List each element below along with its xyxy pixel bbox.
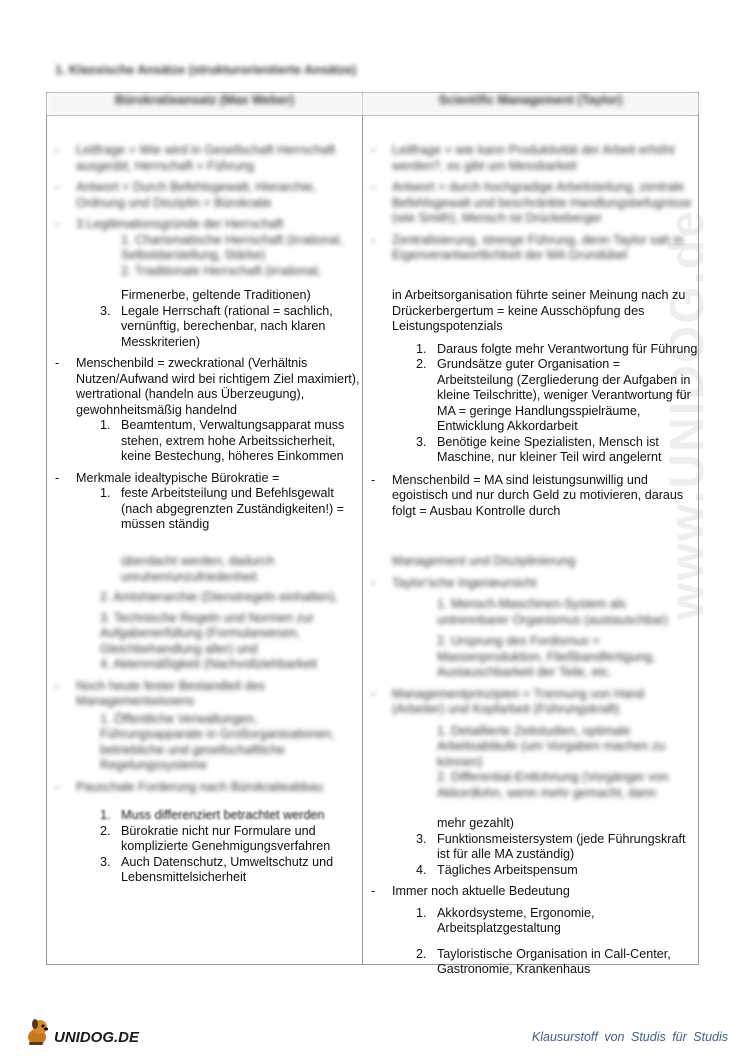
- list-item: 1. Akkordsysteme, Ergonomie, Arbeitsplatzgestaltung: [416, 905, 595, 935]
- footer-tagline: Klausurstoff von Studis für Studis: [531, 1030, 728, 1044]
- list-item: 2. Tayloristische Organisation in Call-Center, Gastronomie, Krankenhaus: [416, 946, 671, 976]
- list-item: Menschenbild = zweckrational (Verhältnis Nutzen/Aufwand wird bei richtigem Ziel maximiert), wertrational (handeln aus Überzeugung), gewohnheitsmäßig handelnd: [76, 356, 360, 417]
- watermark: www.UNIDOG.de: [661, 209, 714, 620]
- list-item: Menschenbild = MA sind leistungsunwillig und egoistisch und nur durch Geld zu motivieren, daraus folgt = Ausbau Kontrolle durch: [392, 472, 684, 518]
- list-item: 2. Bürokratie nicht nur Formulare und komplizierte Genehmigungsverfahren: [100, 823, 331, 853]
- list-item: 3. Legale Herrschaft (rational = sachlich, vernünftig, berechenbar, nach klaren Messkriterien): [100, 303, 333, 349]
- left-clear-section: Firmenerbe, geltende Traditionen) 3. Legale Herrschaft (rational = sachlich, vernünftig, berechenbar, nach klaren Messkriterien) - Menschenbild = zweckrational (Verhältnis Nutzen/Aufwand wird bei richtigem Ziel maximiert), wertrational (handeln aus Überzeugung), gewohnheitsmäßig handelnd 1. Beamtentum, Verwaltungsapparat muss stehen, extrem hohe Arbeitssicherheit, keine Bestechung, höheres Einkommen - Merkmale idealtypische Bürokratie = 1. feste Arbeitsteilung und Befehlsgewalt (nach abgegrenzten Zuständigkeiten!) = müssen ständig: [47, 288, 362, 533]
- unidog-logo: [24, 1015, 154, 1049]
- left-column: [47, 116, 363, 965]
- dog-icon: [24, 1015, 154, 1049]
- list-item: 1. Muss differenziert betrachtet werden: [100, 808, 325, 822]
- left-column-header: Bürokratieansatz (Max Weber): [47, 93, 363, 116]
- list-item: Merkmale idealtypische Bürokratie =: [76, 470, 280, 485]
- right-text-line: mehr gezahlt): [437, 816, 514, 830]
- right-text-line: in Arbeitsorganisation führte seiner Meinung nach zu Drückerbergertum = keine Ausschöpfung des Leistungspotenzials: [392, 288, 686, 333]
- list-item: 3. Funktionsmeistersystem (jede Führungskraft ist für alle MA zuständig): [416, 831, 686, 861]
- right-blurred-middle: Management und Disziplinierung - Taylor'sche Ingenieursicht 1. Mensch-Maschinen-System als untrennbarer Organismus (austauschbar) 2. Ursprung des Fordismus = Massenproduktion, Fließbandfertigung, Austauschbarkeit der Teile, etc. - Managementprinzipien = Trennung von Hand (Arbeiter) und Kopfarbeit (Führungskraft) 1. Detaillierte Zeitstudien, optimale Arbeitsabläufe (um Vorgaben machen zu können) 2. Differential-Entlohnung (Vorgänger von Akkordlohn, wenn mehr gemacht, dann: [371, 554, 669, 800]
- left-blurred-top: - Leitfrage = Wie wird in Gesellschaft Herrschaft ausgeübt, Herrschaft = Führung - Antwort = Durch Befehlsgewalt, Hierarchie, Ordnung und Disziplin = Bürokratie - 3 Legitimationsgründe der Herrschaft 1. Charismatische Herrschaft (irrational, Selbstdarstellung, Stärke) 2. Traditionale Herrschaft (irrational,: [55, 143, 343, 278]
- right-clear-bottom: mehr gezahlt) 3. Funktionsmeistersystem (jede Führungskraft ist für alle MA zuständig) 4. Tägliches Arbeitspensum - Immer noch aktuelle Bedeutung 1. Akkordsysteme, Ergonomie, Arbeitsplatzgestaltung 2. Tayloristische Organisation in Call-Center, Gastronomie, Krankenhaus: [363, 816, 698, 978]
- left-blurred-middle: überdacht werden, dadurch unruhen/unzufriedenheit 2. Amtshierarchie (Dienstregeln einhalten), 3. Technische Regeln und Normen zur Aufgabenerfüllung (Formularwesen, Gleichbehandlung aller) und 4. Aktenmäßigkeit (Nachvollziehbarkeit - Noch heute fester Bestandteil des Managementwissens 1. Öffentliche Verwaltungen, Führungsapparate in Großorganisationen, betriebliche und gesellschaftliche Regelungssysteme - Pauschale Forderung nach Bürokratieabbau: [55, 554, 339, 794]
- left-text-line: Firmenerbe, geltende Traditionen): [121, 288, 311, 302]
- right-blurred-top: - Leitfrage = wie kann Produktivität der Arbeit erhöht werden?, es gibt um Messbarkeit - Antwort = durch hochgradige Arbeitsteilung, zentrale Befehlsgewalt und beschränkte Handlungsbefugnisse (wie Smith), Mensch ist Drückeberger - Zentralisierung, strenge Führung, denn Taylor sah in Eigenverantwortlichkeit der MA Grundübel: [371, 143, 692, 262]
- comparison-table: [46, 92, 714, 976]
- right-column-header: Scientific Management (Taylor): [363, 93, 699, 116]
- list-item: 3. Benötige keine Spezialisten, Mensch ist Maschine, nur kleiner Teil wird angelernt: [416, 434, 662, 464]
- list-item: Immer noch aktuelle Bedeutung: [392, 884, 570, 898]
- left-clear-bottom: [47, 808, 362, 886]
- svg-text:UNIDOG.DE: UNIDOG.DE: [54, 1029, 140, 1046]
- list-item: 4. Tägliches Arbeitspensum: [416, 862, 578, 877]
- right-clear-section: in Arbeitsorganisation führte seiner Meinung nach zu Drückerbergertum = keine Ausschöpfung des Leistungspotenzials 1. Daraus folgte mehr Verantwortung für Führung 2. Grundsätze guter Organisation = Arbeitsteilung (Zergliederung der Aufgaben in kleine Teilschritte), weniger Verantwortung für MA = geringe Handlungsspielräume, Entwicklung Akkordarbeit 3. Benötige keine Spezialisten, Mensch ist Maschine, nur kleiner Teil wird angelernt - Menschenbild = MA sind leistungsunwillig und egoistisch und nur durch Geld zu motivieren, daraus folgt = Ausbau Kontrolle durch: [363, 288, 698, 519]
- list-item: 1. feste Arbeitsteilung und Befehlsgewalt (nach abgegrenzten Zuständigkeiten!) = müssen ständig: [100, 486, 344, 531]
- right-column: [363, 116, 714, 976]
- list-item: 3. Auch Datenschutz, Umweltschutz und Lebensmittelsicherheit: [100, 854, 334, 884]
- page-heading: 1. Klassische Ansätze (strukturorientierte Ansätze): [55, 63, 357, 77]
- list-item: 1. Beamtentum, Verwaltungsapparat muss stehen, extrem hohe Arbeitssicherheit, keine Bestechung, höheres Einkommen: [100, 418, 345, 463]
- list-item: 1. Daraus folgte mehr Verantwortung für Führung: [416, 341, 698, 356]
- list-item: 2. Grundsätze guter Organisation = Arbeitsteilung (Zergliederung der Aufgaben in kleine Teilschritte), weniger Verantwortung für MA = geringe Handlungsspielräume, Entwicklung Akkordarbeit: [416, 357, 691, 433]
